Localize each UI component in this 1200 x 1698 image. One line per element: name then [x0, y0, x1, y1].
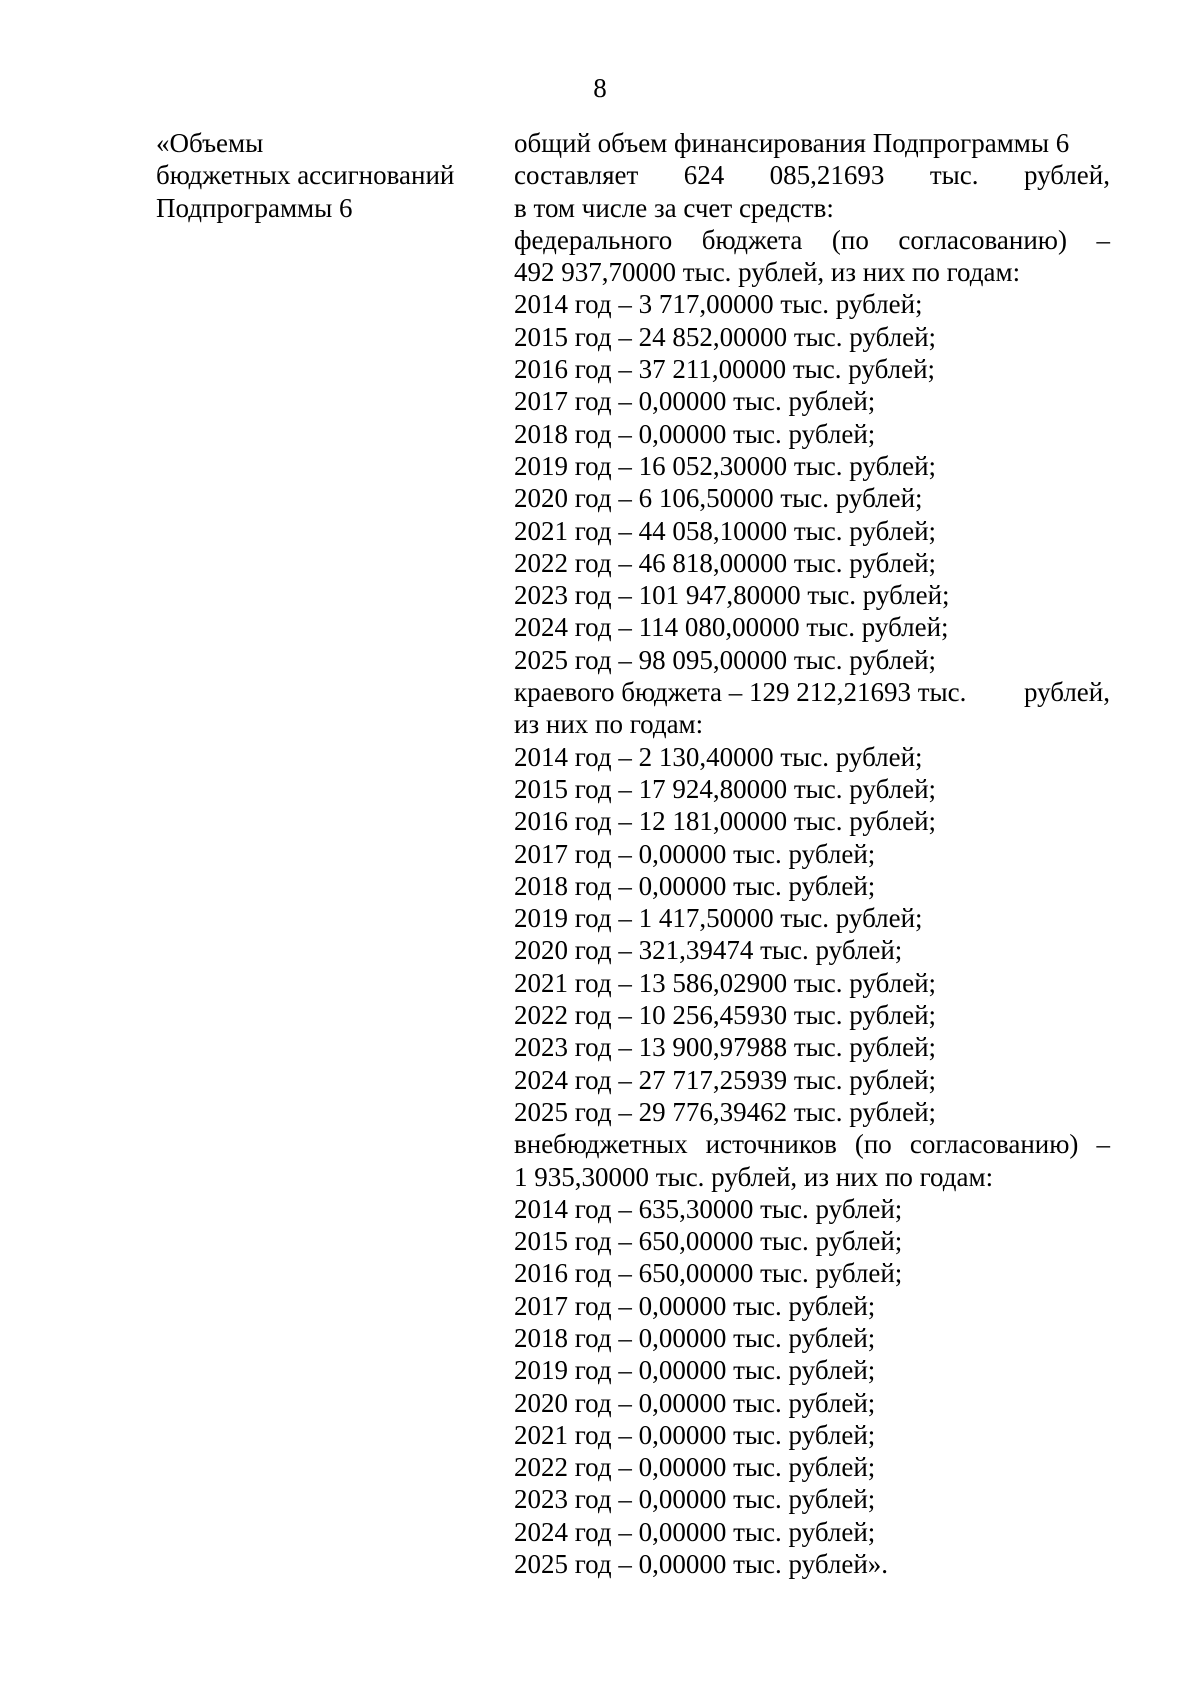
extrabudgetary-total-line: 1 935,30000 тыс. рублей, из них по годам:: [514, 1161, 994, 1192]
year-line: 2019 год – 1 417,50000 тыс. рублей;: [514, 903, 923, 934]
year-line: 2021 год – 13 586,02900 тыс. рублей;: [514, 967, 937, 998]
year-line: 2021 год – 44 058,10000 тыс. рублей;: [514, 515, 937, 546]
word: тыс.: [929, 160, 979, 191]
word: (по: [831, 224, 869, 255]
federal-total-line: 492 937,70000 тыс. рублей, из них по годам:: [514, 257, 1021, 288]
year-line: 2016 год – 650,00000 тыс. рублей;: [514, 1258, 903, 1289]
year-line: 2017 год – 0,00000 тыс. рублей;: [514, 838, 876, 869]
label-line: бюджетных ассигнований: [156, 160, 455, 191]
year-line: 2024 год – 0,00000 тыс. рублей;: [514, 1516, 876, 1547]
intro-justified-line: [514, 159, 1110, 191]
year-line: 2020 год – 0,00000 тыс. рублей;: [514, 1387, 876, 1418]
word: согласованию): [909, 1129, 1079, 1160]
word: внебюджетных: [514, 1129, 688, 1160]
year-line: 2017 год – 0,00000 тыс. рублей;: [514, 1290, 876, 1321]
year-line: 2014 год – 635,30000 тыс. рублей;: [514, 1193, 903, 1224]
year-line: 2022 год – 46 818,00000 тыс. рублей;: [514, 547, 937, 578]
word: 085,21693: [769, 160, 885, 191]
year-line: 2019 год – 16 052,30000 тыс. рублей;: [514, 450, 937, 481]
word: согласованию): [898, 224, 1067, 255]
year-line: 2025 год – 29 776,39462 тыс. рублей;: [514, 1096, 937, 1127]
year-line: 2025 год – 0,00000 тыс. рублей».: [514, 1549, 889, 1580]
year-line: 2018 год – 0,00000 тыс. рублей;: [514, 870, 876, 901]
year-line: 2018 год – 0,00000 тыс. рублей;: [514, 418, 876, 449]
label-line: «Объемы: [156, 128, 264, 158]
regional-years-list: [514, 741, 1110, 1129]
word: –: [1096, 224, 1110, 255]
year-line: 2014 год – 3 717,00000 тыс. рублей;: [514, 289, 923, 320]
year-line: 2016 год – 37 211,00000 тыс. рублей;: [514, 354, 936, 385]
year-line: 2024 год – 114 080,00000 тыс. рублей;: [514, 612, 949, 643]
intro-line: в том числе за счет средств:: [514, 192, 834, 223]
year-line: 2015 год – 650,00000 тыс. рублей;: [514, 1226, 903, 1257]
year-line: 2014 год – 2 130,40000 тыс. рублей;: [514, 741, 923, 772]
year-line: 2025 год – 98 095,00000 тыс. рублей;: [514, 644, 937, 675]
word: (по: [854, 1129, 892, 1160]
year-line: 2015 год – 17 924,80000 тыс. рублей;: [514, 773, 937, 804]
budget-label-column: [156, 127, 496, 224]
budget-details-column: [514, 127, 1110, 1580]
word: рублей,: [1023, 160, 1110, 191]
year-line: 2021 год – 0,00000 тыс. рублей;: [514, 1419, 876, 1450]
word: составляет: [514, 160, 639, 191]
extrabudgetary-heading-line: [514, 1128, 1110, 1160]
year-line: 2022 год – 10 256,45930 тыс. рублей;: [514, 1000, 937, 1031]
year-line: 2015 год – 24 852,00000 тыс. рублей;: [514, 321, 937, 352]
year-line: 2020 год – 6 106,50000 тыс. рублей;: [514, 483, 923, 514]
federal-years-list: [514, 288, 1110, 676]
word: –: [1096, 1129, 1110, 1160]
word: 624: [683, 160, 725, 191]
year-line: 2024 год – 27 717,25939 тыс. рублей;: [514, 1064, 937, 1095]
year-line: 2020 год – 321,39474 тыс. рублей;: [514, 935, 903, 966]
year-line: 2018 год – 0,00000 тыс. рублей;: [514, 1322, 876, 1353]
year-line: 2023 год – 13 900,97988 тыс. рублей;: [514, 1032, 937, 1063]
page-number: 8: [593, 73, 607, 103]
year-line: 2017 год – 0,00000 тыс. рублей;: [514, 386, 876, 417]
word: бюджета: [701, 224, 803, 255]
year-line: 2019 год – 0,00000 тыс. рублей;: [514, 1355, 876, 1386]
word: источников: [705, 1129, 837, 1160]
label-line: Подпрограммы 6: [156, 192, 353, 223]
intro-line: общий объем финансирования Подпрограммы 6: [514, 128, 1070, 158]
federal-heading-line: [514, 224, 1110, 256]
regional-heading-line: [514, 676, 1110, 708]
year-line: 2016 год – 12 181,00000 тыс. рублей;: [514, 806, 937, 837]
year-line: 2023 год – 101 947,80000 тыс. рублей;: [514, 580, 950, 611]
year-line: 2023 год – 0,00000 тыс. рублей;: [514, 1484, 876, 1515]
extrabudgetary-years-list: [514, 1193, 1110, 1581]
year-line: 2022 год – 0,00000 тыс. рублей;: [514, 1452, 876, 1483]
word: федерального: [514, 224, 673, 255]
word: краевого бюджета – 129 212,21693 тыс.: [514, 677, 967, 708]
word: рублей,: [1023, 677, 1110, 708]
regional-subheading-line: из них по годам:: [514, 709, 704, 740]
